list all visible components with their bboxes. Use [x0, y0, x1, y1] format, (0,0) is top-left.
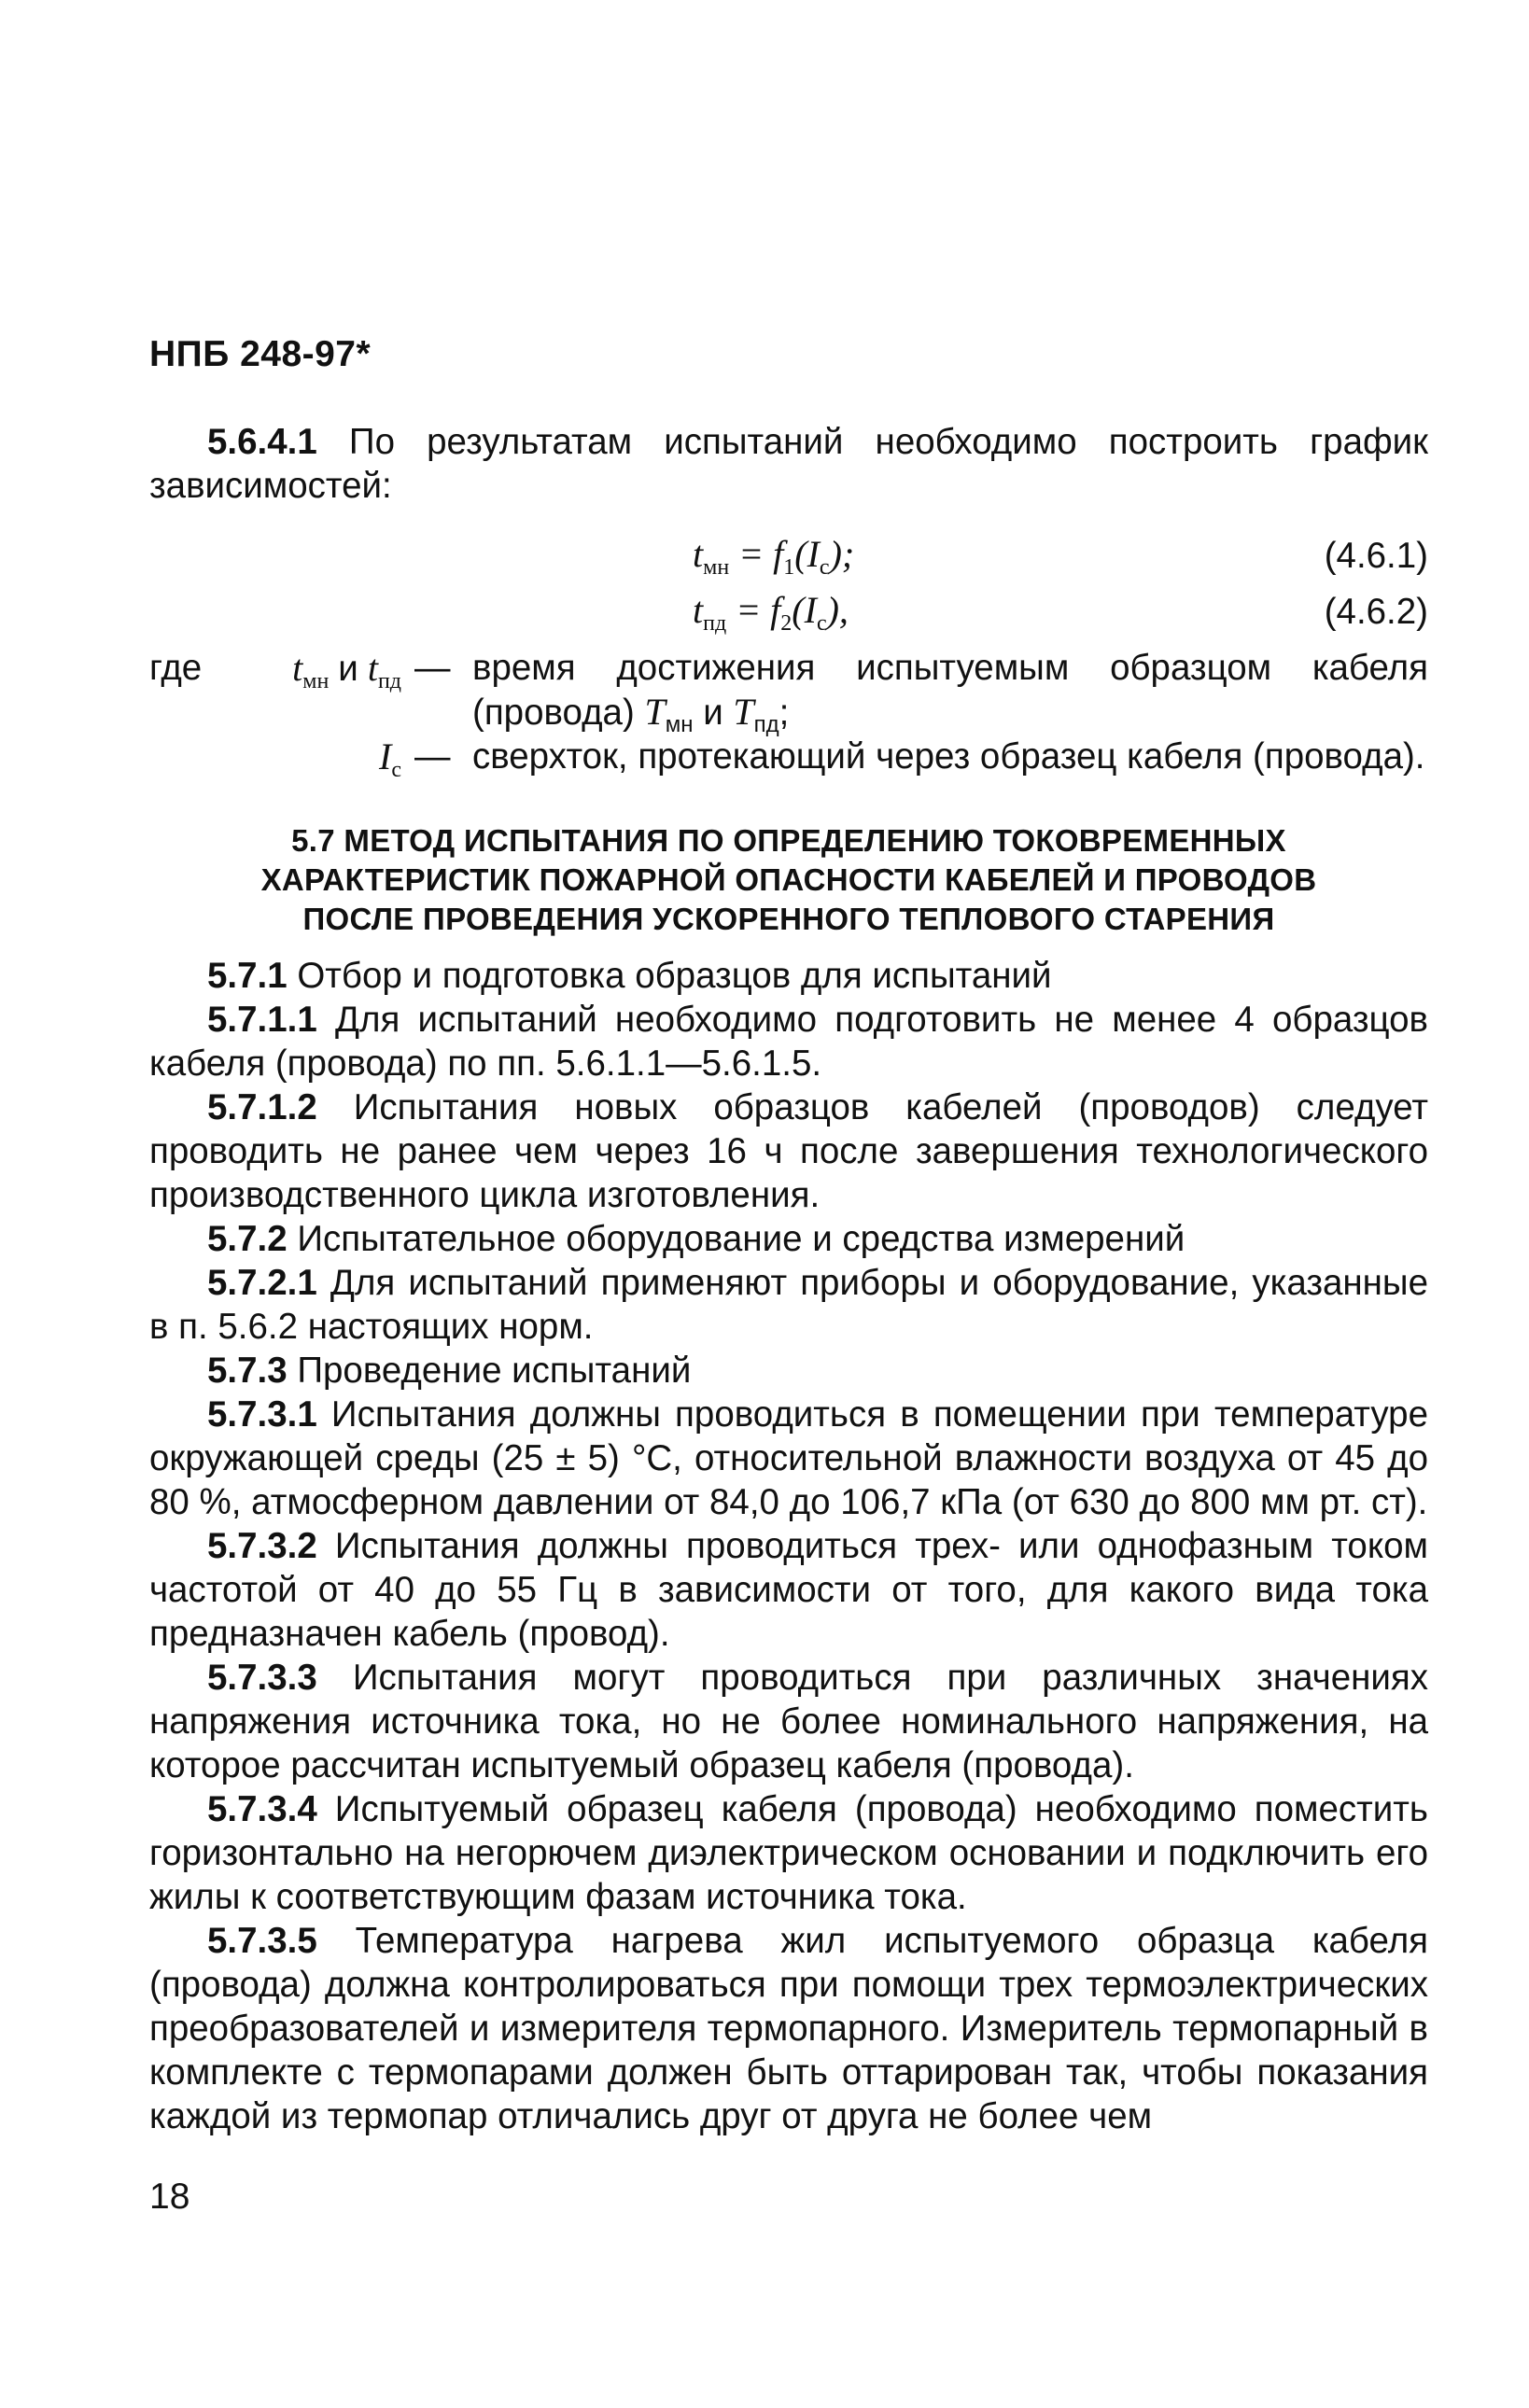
paragraph: [149, 1656, 1428, 1787]
clause-number: 5.7.2: [207, 1219, 288, 1259]
definition-text: сверхток, протекающий через образец кабеля (провода).: [472, 736, 1425, 777]
clause-text: По результатам испытаний необходимо построить график зависимостей:: [149, 422, 1429, 506]
document-code: НПБ 248-97*: [149, 334, 372, 374]
formula-4-6-2: [149, 584, 1428, 640]
paragraph: [149, 1919, 1428, 2138]
paragraph: [149, 1393, 1428, 1524]
clause-text: Испытания должны проводиться трех- или однофазным током частотой от 40 до 55 Гц в зависимости от того, для какого вида тока предназначен кабель (провод).: [149, 1526, 1428, 1654]
clause-number: 5.7.3: [207, 1351, 288, 1391]
page-number: 18: [149, 2177, 190, 2217]
clause-text: Для испытаний необходимо подготовить не менее 4 образцов кабеля (провода) по пп. 5.6.1.1—5.6.1.5.: [149, 1000, 1428, 1084]
paragraph: [149, 1524, 1428, 1656]
formula-expression: $t_{мн} = f_1(I_c)$;: [693, 533, 855, 580]
clause-text: Температура нагрева жил испытуемого образца кабеля (провода) должна контролироваться при помощи трех термоэлектрических преобразователей и измерителя термопарного. Измеритель термопарный в комплекте с термопарами должен быть оттарирован так, чтобы показания каждой из термопар отличались друг от друга не более чем: [149, 1921, 1429, 2136]
paragraph: [149, 1787, 1428, 1919]
formula-4-6-1: [149, 528, 1428, 584]
clause-number: 5.7.1.2: [207, 1087, 317, 1127]
clause-text: Проведение испытаний: [297, 1351, 692, 1391]
clause-text: Испытуемый образец кабеля (провода) необходимо поместить горизонтально на негорючем диэлектрическом основании и подключить его жилы к соответствующим фазам источника тока.: [149, 1789, 1428, 1917]
clause-number: 5.7.1: [207, 956, 288, 996]
definition-symbol: $I_c$: [379, 735, 401, 782]
clause-text: Испытания должны проводиться в помещении при температуре окружающей среды (25 ± 5) °С, относительной влажности воздуха от 45 до 80 %, атмосферном давлении от 84,0 до 106,7 кПа (от 630 до 800 мм рт. ст).: [149, 1394, 1428, 1522]
definition-dash: —: [414, 736, 451, 777]
section-heading-5-7: 5.7 МЕТОД ИСПЫТАНИЯ ПО ОПРЕДЕЛЕНИЮ ТОКОВРЕМЕННЫХ ХАРАКТЕРИСТИК ПОЖАРНОЙ ОПАСНОСТИ КАБЕЛЕЙ И ПРОВОДОВ ПОСЛЕ ПРОВЕДЕНИЯ УСКОРЕННОГО ТЕПЛОВОГО СТАРЕНИЯ: [260, 823, 1317, 936]
paragraph: [149, 954, 1428, 998]
clause-number: 5.7.3.4: [207, 1789, 317, 1829]
paragraph: [149, 1085, 1428, 1217]
paragraph: [149, 1261, 1428, 1349]
clause-number: 5.7.3.2: [207, 1526, 317, 1566]
definition-symbol: $t_{мн}$ и $t_{пд}$: [292, 647, 401, 693]
clause-number: 5.7.3.1: [207, 1394, 317, 1435]
paragraph-5-6-4-1: [149, 420, 1428, 508]
clause-number: 5.7.3.3: [207, 1658, 317, 1698]
definition-dash: —: [414, 648, 451, 688]
clause-number: 5.6.4.1: [207, 422, 317, 462]
clause-number: 5.7.3.5: [207, 1921, 317, 1961]
where-label: где: [149, 648, 203, 688]
formula-expression: $t_{пд} = f_2(I_c)$,: [693, 589, 849, 636]
clause-text: Испытания новых образцов кабелей (проводов) следует проводить не ранее чем через 16 ч после завершения технологического производственного цикла изготовления.: [149, 1087, 1428, 1215]
clause-text: Для испытаний применяют приборы и оборудование, указанные в п. 5.6.2 настоящих норм.: [149, 1263, 1428, 1347]
paragraph: [149, 1349, 1428, 1393]
paragraph: [149, 1217, 1428, 1261]
clause-number: 5.7.1.1: [207, 1000, 317, 1040]
definition-text: время достижения испытуемым образцом кабеля (провода) $T_{мн}$ и $T_{пд}$;: [472, 648, 1428, 737]
clause-text: Отбор и подготовка образцов для испытаний: [297, 956, 1052, 996]
definitions-list: [149, 646, 1428, 782]
clause-number: 5.7.2.1: [207, 1263, 317, 1303]
formula-number: (4.6.2): [1324, 592, 1428, 632]
paragraph: [149, 998, 1428, 1085]
clause-text: Испытательное оборудование и средства измерений: [297, 1219, 1185, 1259]
formula-number: (4.6.1): [1324, 536, 1428, 576]
clause-text: Испытания могут проводиться при различных значениях напряжения источника тока, но не более номинального напряжения, на которое рассчитан испытуемый образец кабеля (провода).: [149, 1658, 1428, 1785]
page-body: [149, 420, 1428, 2138]
